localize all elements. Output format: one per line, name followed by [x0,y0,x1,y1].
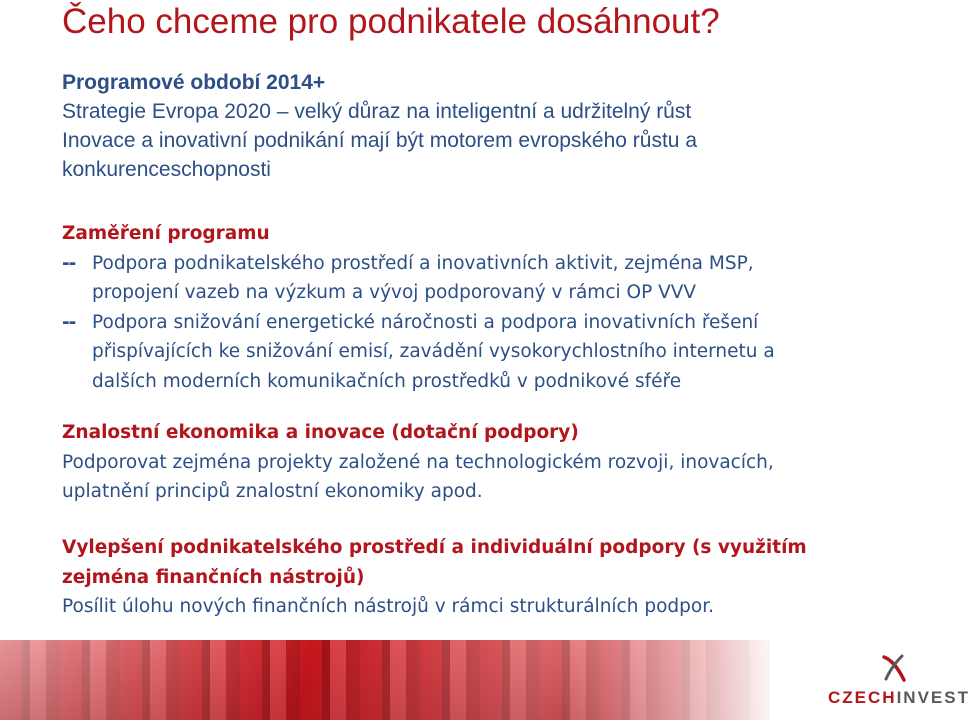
dash-bullet-icon: -- [62,311,76,333]
czechinvest-logo [820,652,970,720]
footer-fade [560,640,780,720]
knowledge-line1: Podporovat zejména projekty založené na technologickém rozvoji, inovacích, [62,451,774,473]
section-heading-knowledge-economy: Znalostní ekonomika a inovace (dotační podpory) [62,422,579,443]
knowledge-line2: uplatnění principů znalostní ekonomiky apod. [62,481,483,502]
bullet-item [62,249,952,308]
intro-period: Programové období 2014+ [62,71,326,94]
czechinvest-logo-icon [878,652,910,684]
bullet2-line3: dalších moderních komunikačních prostředků v podnikové sféře [92,370,682,392]
bullet1-line1: Podpora podnikatelského prostředí a inovativních aktivit, zejména MSP, [92,252,754,274]
business-environment-line1: Posílit úlohu nových finančních nástrojů v rámci strukturálních podpor. [62,596,714,617]
bullet1-line2: propojení vazeb na výzkum a vývoj podporovaný v rámci OP VVV [92,282,697,303]
logo-text [828,688,970,708]
intro-strategy: Strategie Evropa 2020 – velký důraz na inteligentní a udržitelný růst [62,100,692,123]
section-program-focus [62,219,952,396]
intro-block [62,68,942,184]
logo-text-czech: CZECH [828,688,897,707]
section-heading-program-focus: Zaměření programu [62,223,270,244]
bullet2-line2: přispívajících ke snižování emisí, zavádění vysokorychlostního internetu a [92,341,775,362]
logo-text-invest: INVEST [896,688,970,707]
slide-title: Čeho chceme pro podnikatele dosáhnout? [62,2,720,41]
section-business-environment [62,533,952,622]
intro-innovation-line1: Inovace a inovativní podnikání mají být motorem evropského růstu a [62,129,698,152]
bullet2-line1: Podpora snižování energetické náročnosti a podpora inovativních řešení [92,311,759,333]
section-heading-business-environment-line1: Vylepšení podnikatelského prostředí a individuální podpory (s využitím [62,537,807,558]
section-heading-business-environment-line2: zejména finančních nástrojů) [62,566,365,588]
bullet-item [62,308,952,397]
intro-innovation-line2: konkurenceschopnosti [62,158,271,181]
dash-bullet-icon: -- [62,252,76,274]
section-knowledge-economy [62,418,952,507]
